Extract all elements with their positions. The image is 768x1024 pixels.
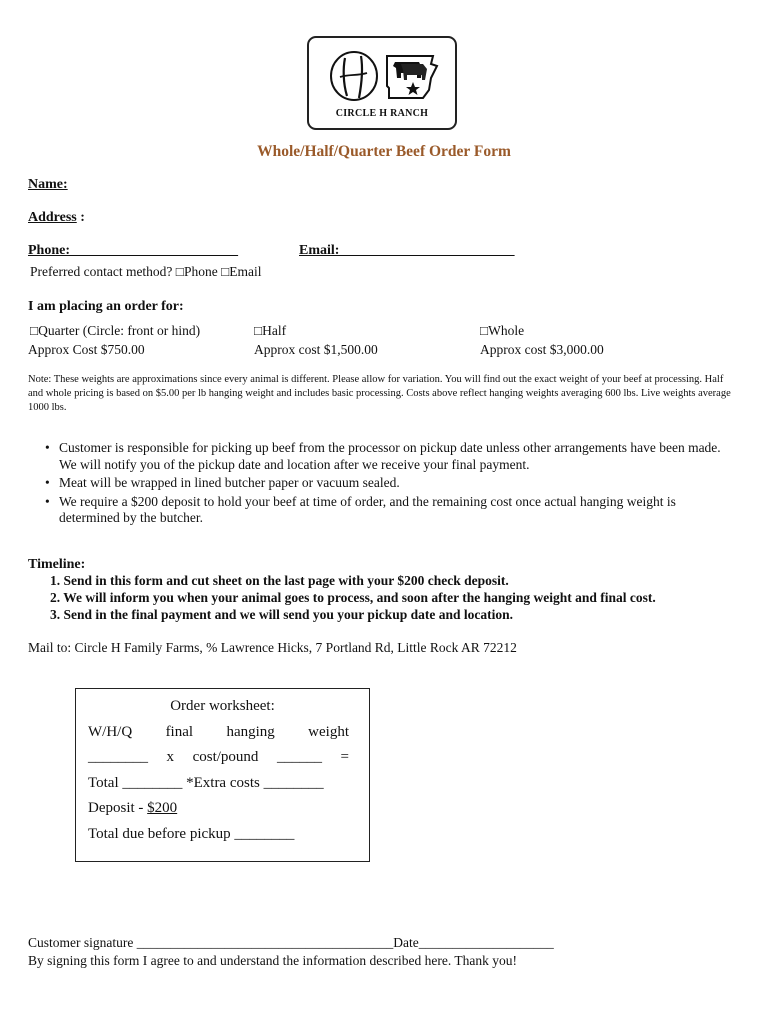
logo-ranch-name: CIRCLE H RANCH [335, 108, 429, 119]
form-title: Whole/Half/Quarter Beef Order Form [257, 143, 511, 160]
name-label: Name: [28, 177, 68, 192]
bullet-icon: • [45, 440, 50, 455]
option-half: □Half [254, 323, 287, 338]
term-text: Customer is responsible for picking up beef from the processor on pickup date unless other arrangements have been made. We will notify you of the pickup date and location after we receive your final payment. [59, 440, 721, 472]
mail-to-address: Mail to: Circle H Family Farms, % Lawrence Hicks, 7 Portland Rd, Little Rock AR 72212 [28, 640, 517, 655]
worksheet-word: ______ [276, 749, 322, 765]
option-whole: □Whole [480, 323, 525, 338]
signature-line: Customer signature ______________________________________Date____________________ [28, 935, 554, 950]
worksheet-row-deposit [88, 800, 349, 817]
worksheet-word: final [165, 724, 194, 740]
weights-note: Note: These weights are approximations since every animal is different. Please allow for variation. You will find out the exact weight of your beef at processing. Half and whole pricing is based on $5.00 per lb hanging weight and includes basic processing. Costs above reflect hanging weights averaging 600 lbs. Live weights average 1000 lbs. [28, 374, 731, 413]
agreement-text: By signing this form I agree to and understand the information described here. Thank you! [28, 953, 517, 968]
contact-method-line: Preferred contact method? □Phone □Email [30, 264, 262, 279]
worksheet-row-weight [88, 724, 349, 741]
ranch-logo [307, 36, 457, 130]
timeline-steps [28, 572, 748, 623]
order-heading: I am placing an order for: [28, 299, 184, 314]
worksheet-word: = [340, 749, 349, 765]
term-text: Meat will be wrapped in lined butcher paper or vacuum sealed. [59, 475, 400, 490]
term-text: We require a $200 deposit to hold your beef at time of order, and the remaining cost once actual hanging weight is determined by the butcher. [59, 493, 676, 525]
worksheet-row-total-due: Total due before pickup ________ [88, 826, 295, 842]
timeline-heading: Timeline: [28, 557, 86, 572]
cost-whole: Approx cost $3,000.00 [480, 342, 604, 357]
worksheet-word: weight [308, 724, 349, 740]
list-item [28, 475, 738, 492]
address-field [28, 210, 85, 226]
cost-half: Approx cost $1,500.00 [254, 342, 378, 357]
worksheet-word: cost/pound [192, 749, 259, 765]
bullet-icon: • [45, 493, 50, 509]
deposit-label: Deposit - [88, 800, 148, 816]
option-quarter: □Quarter (Circle: front or hind) [30, 323, 201, 338]
worksheet-word: hanging [226, 724, 275, 740]
worksheet-row-total: Total ________ *Extra costs ________ [88, 775, 324, 791]
worksheet-row-cost [88, 749, 349, 766]
worksheet-word: ________ [88, 749, 148, 765]
deposit-value: $200 [147, 800, 178, 816]
email-field: Email:_________________________ [299, 243, 515, 258]
list-item [28, 494, 738, 527]
worksheet-word: W/H/Q [88, 724, 133, 740]
order-worksheet [75, 688, 370, 862]
worksheet-word: x [166, 749, 175, 765]
phone-field: Phone:________________________ [28, 243, 238, 258]
list-item: 3. Send in the final payment and we will send you your pickup date and location. [50, 607, 513, 622]
list-item: 2. We will inform you when your animal goes to process, and soon after the hanging weight and final cost. [50, 590, 656, 605]
bullet-icon: • [45, 475, 50, 490]
terms-list [28, 440, 738, 529]
worksheet-title: Order worksheet: [170, 698, 275, 714]
list-item [28, 440, 738, 473]
cost-quarter: Approx Cost $750.00 [28, 342, 145, 357]
list-item: 1. Send in this form and cut sheet on the last page with your $200 check deposit. [50, 573, 509, 588]
address-colon: : [80, 210, 85, 225]
address-label: Address [28, 210, 77, 225]
